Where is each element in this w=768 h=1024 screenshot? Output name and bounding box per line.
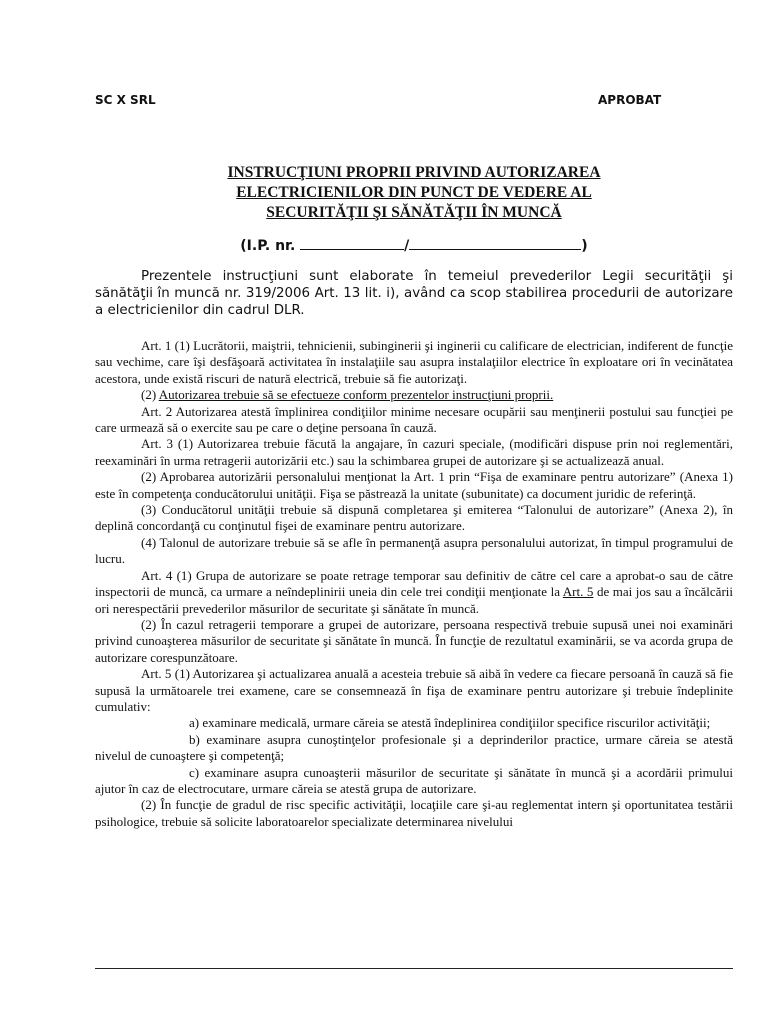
list-item-c: c) examinare asupra cunoaşterii măsurilor de securitate şi sănătate în muncă şi a acordării primului ajutor în caz de electrocutare, urmare căreia se atestă grupa de autorizare. — [95, 764, 733, 796]
title-line-2: ELECTRICIENILOR DIN PUNCT DE VEDERE AL — [236, 184, 592, 201]
ip-prefix: (I.P. nr. — [240, 238, 296, 254]
list-item-b: b) examinare asupra cunoştinţelor profesionale şi a deprinderilor practice, urmare căreia se atestă nivelul de cunoaştere şi competenţă; — [95, 731, 733, 764]
art-1-paragraph: Art. 1 (1) Lucrătorii, maiştrii, tehnicienii, subinginerii şi inginerii cu calificare de electrician, indiferent de funcţie sau vechime, care îşi desfăşoară activitatea în instalaţiile sau asupra instalaţiilor electrice în exploatare ori în vecinătatea acestora, unde există riscuri de natură electrică, trebuie să fie autorizaţi. — [95, 338, 733, 386]
art-3-2-paragraph: (2) Aprobarea autorizării personalului menţionat la Art. 1 prin “Fişa de examinare pentru autorizare” (Anexa 1) este în competenţa conducătorului unităţii. Fişa se păstrează la unitate (subunitate) ca document juridic de referinţă. — [95, 469, 733, 501]
ip-separator: / — [404, 238, 410, 254]
title-line-3: SECURITĂŢII ŞI SĂNĂTĂŢII ÎN MUNCĂ — [266, 204, 562, 221]
art-5-2-paragraph: (2) În funcţie de gradul de risc specific activităţii, locaţiile care şi-au reglementat intern şi oportunitatea testării psihologice, trebuie să solicite laboratoarelor specializate determinarea nivelului — [95, 797, 733, 829]
art-4-2-paragraph: (2) În cazul retragerii temporare a grupei de autorizare, persoana respectivă trebuie supusă unei noi examinări privind cunoaşterea măsurilor de securitate şi sănătate în muncă. În funcţie de rezultatul examinării, se va acorda grupa de autorizare corespunzătoare. — [95, 616, 733, 665]
art-2-paragraph: Art. 2 Autorizarea atestă împlinirea condiţiilor minime necesare ocupării sau menţinerii postului sau funcţiei pe care urmează să o exercite sau pe care o deţine persoana în cauză. — [95, 403, 733, 436]
art-3-4-paragraph: (4) Talonul de autorizare trebuie să se afle în permanenţă asupra personalului autorizat, în timpul programului de lucru. — [95, 534, 733, 567]
art-1-2-paragraph — [95, 387, 733, 403]
art-1-2-text: Autorizarea trebuie să se efectueze conform prezentelor instrucţiuni proprii. — [158, 387, 554, 403]
art-5-paragraph: Art. 5 (1) Autorizarea şi actualizarea anuală a acesteia trebuie să aibă în vedere ca fiecare persoană în cauză să fie supusă la următoarele trei examene, care se consemnează în fişa de examinare pentru autorizare şi trebuie îndeplinite cumulativ: — [95, 666, 733, 714]
art-4-text-b: de mai jos sau a încălcării ori nerespectării prevederilor măsurilor de securitate şi sănătate în muncă. — [95, 584, 733, 616]
art-4-paragraph — [95, 568, 733, 617]
ip-suffix: ) — [581, 238, 588, 254]
art-1-2-number: (2) — [141, 387, 159, 403]
art-3-3-paragraph: (3) Conducătorul unităţii trebuie să dispună completarea şi emiterea “Talonului de autorizare” (Anexa 2), în deplină concordanţă cu conţinutul fişei de examinare pentru autorizare. — [95, 502, 733, 534]
footer-divider — [95, 968, 733, 969]
document-title — [95, 163, 733, 223]
title-line-1: INSTRUCŢIUNI PROPRII PRIVIND AUTORIZAREA — [227, 164, 601, 181]
approval-label: APROBAT — [598, 93, 662, 107]
art-5-reference-link[interactable]: Art. 5 — [562, 584, 594, 600]
ip-number-line — [95, 237, 733, 254]
company-name: SC X SRL — [95, 93, 156, 107]
ip-number-blank — [300, 237, 404, 250]
art-4-text-a: Art. 4 (1) Grupa de autorizare se poate retrage temporar sau definitiv de către cel care a aprobat-o sau de către inspectorii de muncă, ca urmare a neîndeplinirii uneia din cele trei condiţii menţionate la — [95, 567, 733, 600]
art-3-paragraph: Art. 3 (1) Autorizarea trebuie făcută la angajare, în cazuri speciale, (modificări dispuse prin noi reglementări, reexaminări în urma retragerii autorizării etc.) sau la schimbarea grupei de autorizare şi se actualizează anual. — [95, 436, 733, 468]
document-body — [95, 338, 733, 830]
ip-date-blank — [409, 237, 581, 250]
list-item-a: a) examinare medicală, urmare căreia se atestă îndeplinirea condiţiilor specifice riscurilor activităţii; — [189, 715, 711, 731]
intro-paragraph: Prezentele instrucţiuni sunt elaborate în temeiul prevederilor Legii securităţii şi sănătăţii în muncă nr. 319/2006 Art. 13 lit. i), având ca scop stabilirea procedurii de autorizare a electricienilor din cadrul DLR. — [95, 269, 733, 318]
